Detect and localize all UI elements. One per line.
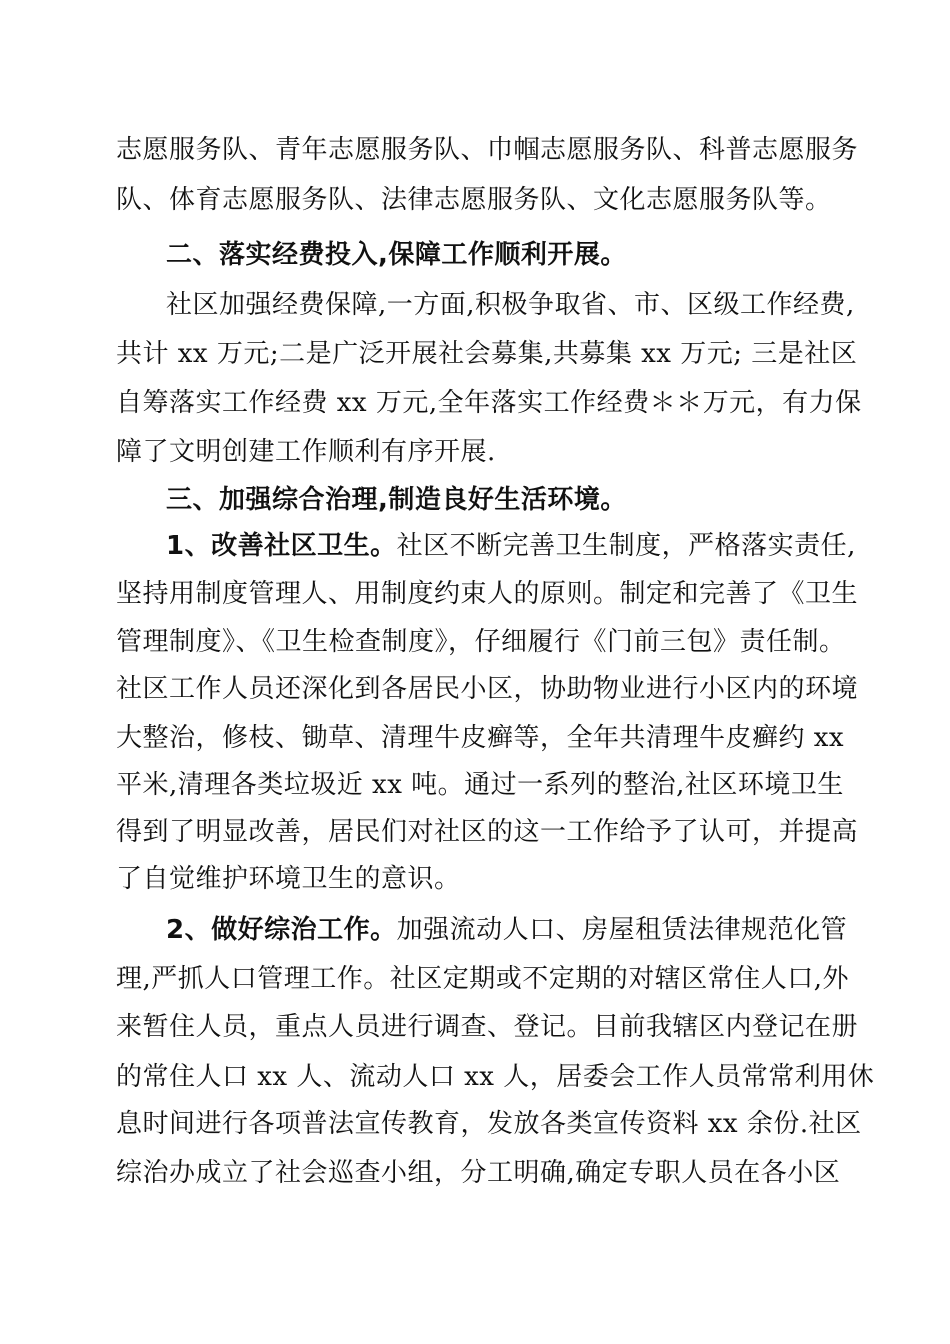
body-text-span: 社区不断完善卫生制度，严格落实责任, — [396, 531, 856, 561]
subsection-line-2 — [166, 910, 847, 950]
section-heading-3: 三、加强综合治理,制造良好生活环境。 — [166, 485, 627, 515]
body-text-line: 志愿服务队、青年志愿服务队、巾帼志愿服务队、科普志愿服务 — [116, 135, 859, 165]
body-text-span: 加强流动人口、房屋租赁法律规范化管 — [396, 915, 848, 945]
body-text-line: 平米,清理各类垃圾近 xx 吨。通过一系列的整治,社区环境卫生 — [116, 770, 844, 800]
section-heading-2: 二、落实经费投入,保障工作顺利开展。 — [166, 240, 627, 270]
body-text-line: 息时间进行各项普法宣传教育，发放各类宣传资料 xx 余份.社区 — [116, 1109, 862, 1139]
body-text-line: 综治办成立了社会巡查小组，分工明确,确定专职人员在各小区 — [116, 1158, 841, 1188]
body-text-line: 得到了明显改善，居民们对社区的这一工作给予了认可，并提高 — [116, 817, 859, 847]
body-text-line: 障了文明创建工作顺利有序开展. — [116, 437, 496, 467]
body-text-line: 社区工作人员还深化到各居民小区，协助物业进行小区内的环境 — [116, 674, 859, 704]
subsection-title-2: 2、做好综治工作。 — [166, 915, 397, 945]
subsection-title-1: 1、改善社区卫生。 — [166, 531, 397, 561]
body-text-line: 大整治，修枝、锄草、清理牛皮癣等，全年共清理牛皮癣约 xx — [116, 723, 845, 753]
body-text-line: 来暂住人员，重点人员进行调查、登记。目前我辖区内登记在册 — [116, 1012, 859, 1042]
body-text-line: 队、体育志愿服务队、法律志愿服务队、文化志愿服务队等。 — [116, 185, 832, 215]
body-text-line: 的常住人口 xx 人、流动人口 xx 人，居委会工作人员常常利用休 — [116, 1062, 875, 1092]
body-text-line: 社区加强经费保障,一方面,积极争取省、市、区级工作经费, — [166, 290, 855, 320]
body-text-line: 了自觉维护环境卫生的意识。 — [116, 864, 461, 894]
body-text-line: 共计 xx 万元;二是广泛开展社会募集,共募集 xx 万元; 三是社区 — [116, 339, 858, 369]
subsection-line-1 — [166, 526, 856, 566]
body-text-line: 自筹落实工作经费 xx 万元,全年落实工作经费＊＊万元，有力保 — [116, 388, 862, 418]
body-text-line: 坚持用制度管理人、用制度约束人的原则。制定和完善了《卫生 — [116, 579, 859, 609]
body-text-line: 管理制度》、《卫生检查制度》，仔细履行《门前三包》责任制。 — [116, 627, 846, 657]
body-text-line: 理,严抓人口管理工作。社区定期或不定期的对辖区常住人口,外 — [116, 964, 850, 994]
